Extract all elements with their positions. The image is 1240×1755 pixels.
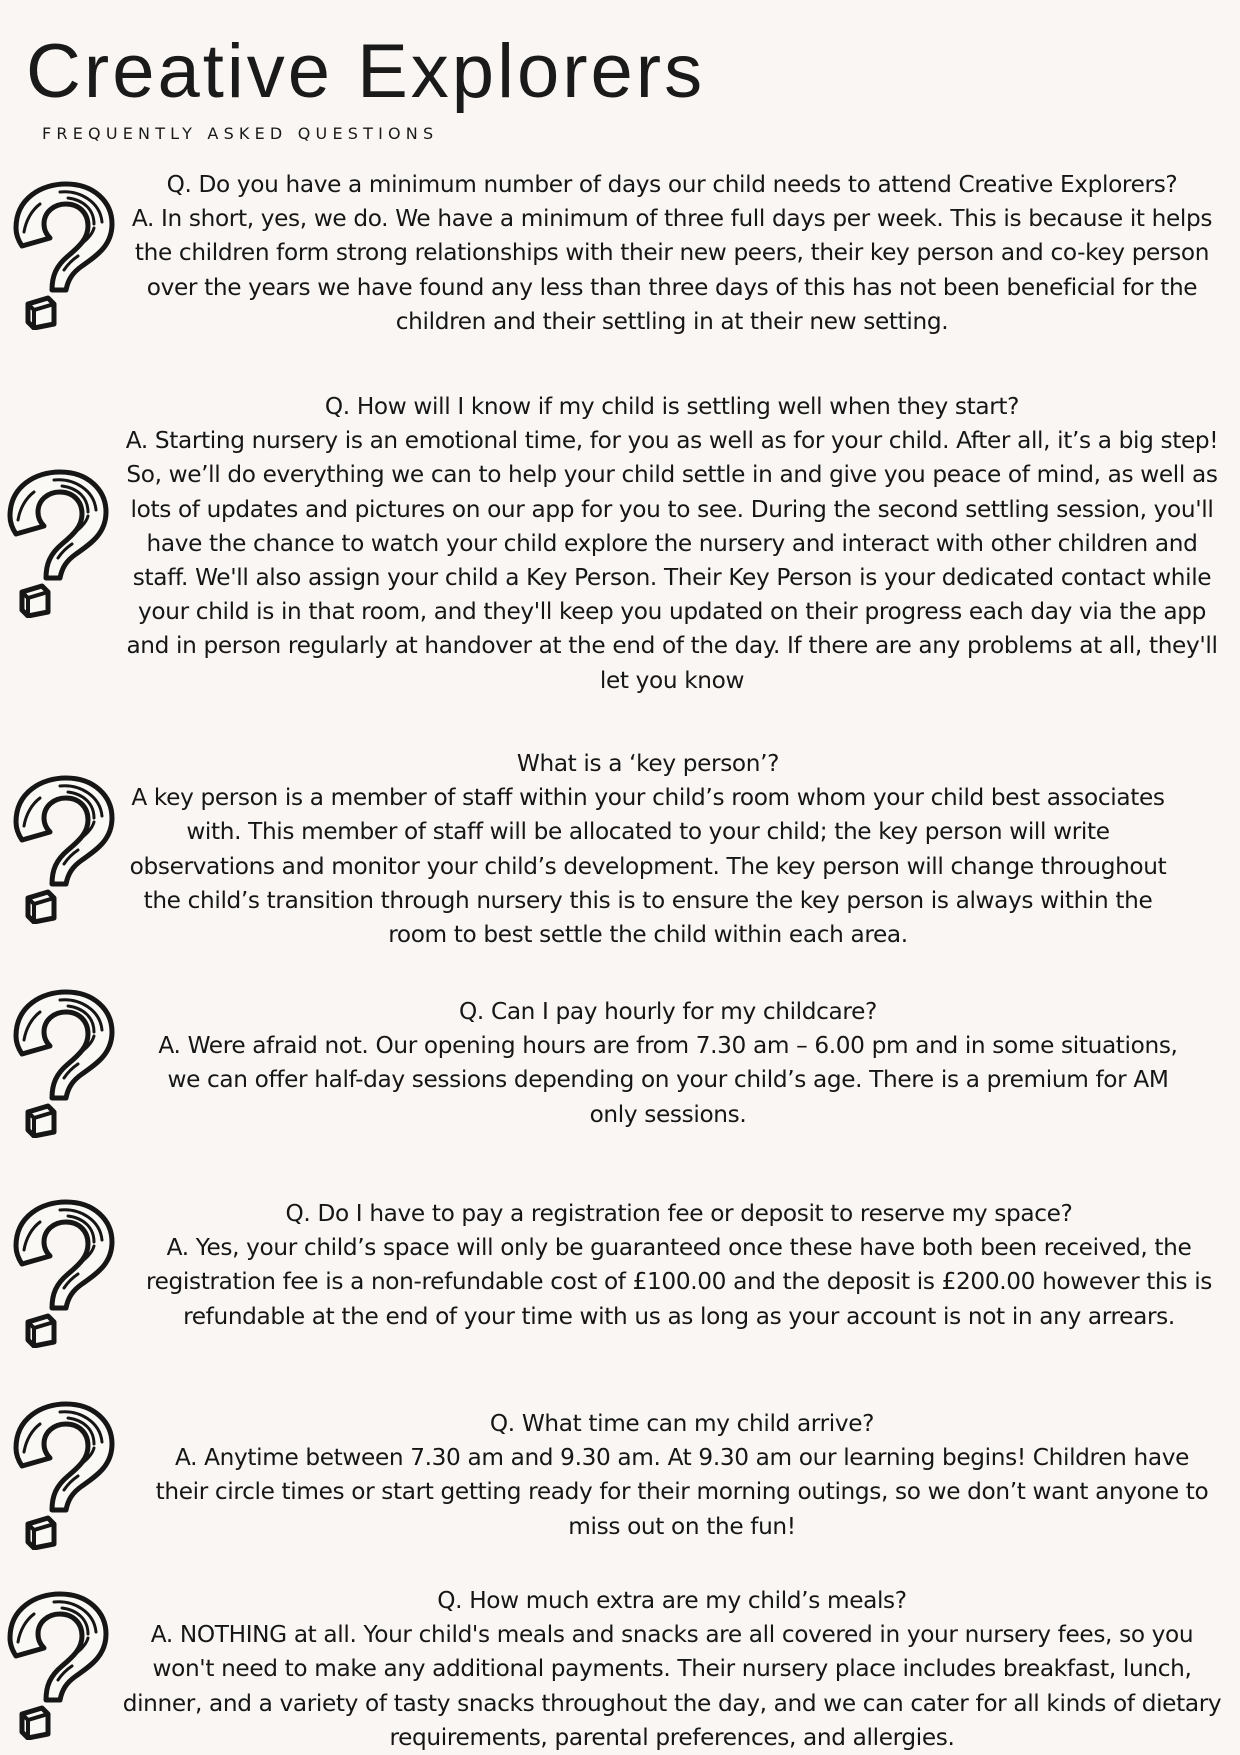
question-mark-icon (8, 774, 118, 924)
page-title: Creative Explorers (26, 29, 706, 114)
question-mark-icon (8, 1400, 118, 1550)
faq-question: What is a ‘key person’? (516, 750, 780, 777)
faq-answer: A. Were afraid not. Our opening hours are from 7.30 am – 6.00 pm and in some situations, we can offer half-day sessions depending on your child’s age. There is a premium for AM only sessions. (158, 1032, 1178, 1128)
question-mark-icon (8, 988, 118, 1138)
faq-item (138, 995, 1198, 1132)
faq-question: Q. Can I pay hourly for my childcare? (459, 998, 877, 1025)
question-mark-icon (2, 1590, 112, 1740)
faq-question: Q. Do I have to pay a registration fee or deposit to reserve my space? (285, 1200, 1073, 1227)
faq-question: Q. What time can my child arrive? (489, 1410, 875, 1437)
faq-answer: A key person is a member of staff within your child’s room whom your child best associates with. This member of staff will be allocated to your child; the key person will write observations and monitor your child’s development. The key person will change throughout the child’s transition through nursery this is to ensure the key person is always within the room to best settle the child within each area. (129, 784, 1167, 949)
faq-answer: A. NOTHING at all. Your child's meals and snacks are all covered in your nursery fees, so you won't need to make any additional payments. Their nursery place includes breakfast, lunch, dinner, and a variety of tasty snacks throughout the day, and we can cater for all kinds of dietary requirements, parental preferences, and allergies. (122, 1621, 1222, 1751)
faq-item (142, 1407, 1222, 1544)
faq-question: Q. How will I know if my child is settling well when they start? (324, 393, 1020, 420)
faq-item (108, 168, 1236, 339)
faq-answer: A. Starting nursery is an emotional time, for you as well as for your child. After all, it’s a big step! So, we’ll do everything we can to help your child settle in and give you peace of mind, as well as lots of updates and pictures on our app for you to see. During the second settling session, you'll have the chance to watch your child explore the nursery and interact with other children and staff. We'll also assign your child a Key Person. Their Key Person is your dedicated contact while your child is in that room, and they'll keep you updated on their progress each day via the app and in person regularly at handover at the end of the day. If there are any problems at all, they'll let you know (125, 427, 1219, 694)
faq-item (112, 1584, 1232, 1755)
faq-item (124, 1197, 1234, 1334)
question-mark-icon (8, 1198, 118, 1348)
page-subtitle: FREQUENTLY ASKED QUESTIONS (42, 124, 439, 143)
faq-answer: A. Anytime between 7.30 am and 9.30 am. At 9.30 am our learning begins! Children have their circle times or start getting ready for their morning outings, so we don’t want anyone to miss out on the fun! (155, 1444, 1209, 1540)
faq-answer: A. In short, yes, we do. We have a minimum of three full days per week. This is because it helps the children form strong relationships with their new peers, their key person and co-key person over the years we have found any less than three days of this has not been beneficial for the children and their settling in at their new setting. (131, 205, 1213, 335)
question-mark-icon (2, 468, 112, 618)
faq-item (108, 747, 1188, 952)
faq-item (108, 390, 1236, 698)
question-mark-icon (8, 180, 118, 330)
faq-question: Q. How much extra are my child’s meals? (437, 1587, 907, 1614)
faq-question: Q. Do you have a minimum number of days our child needs to attend Creative Explorers? (166, 171, 1178, 198)
faq-answer: A. Yes, your child’s space will only be guaranteed once these have both been received, the registration fee is a non-refundable cost of £100.00 and the deposit is £200.00 however this is refundable at the end of your time with us as long as your account is not in any arrears. (145, 1234, 1213, 1330)
